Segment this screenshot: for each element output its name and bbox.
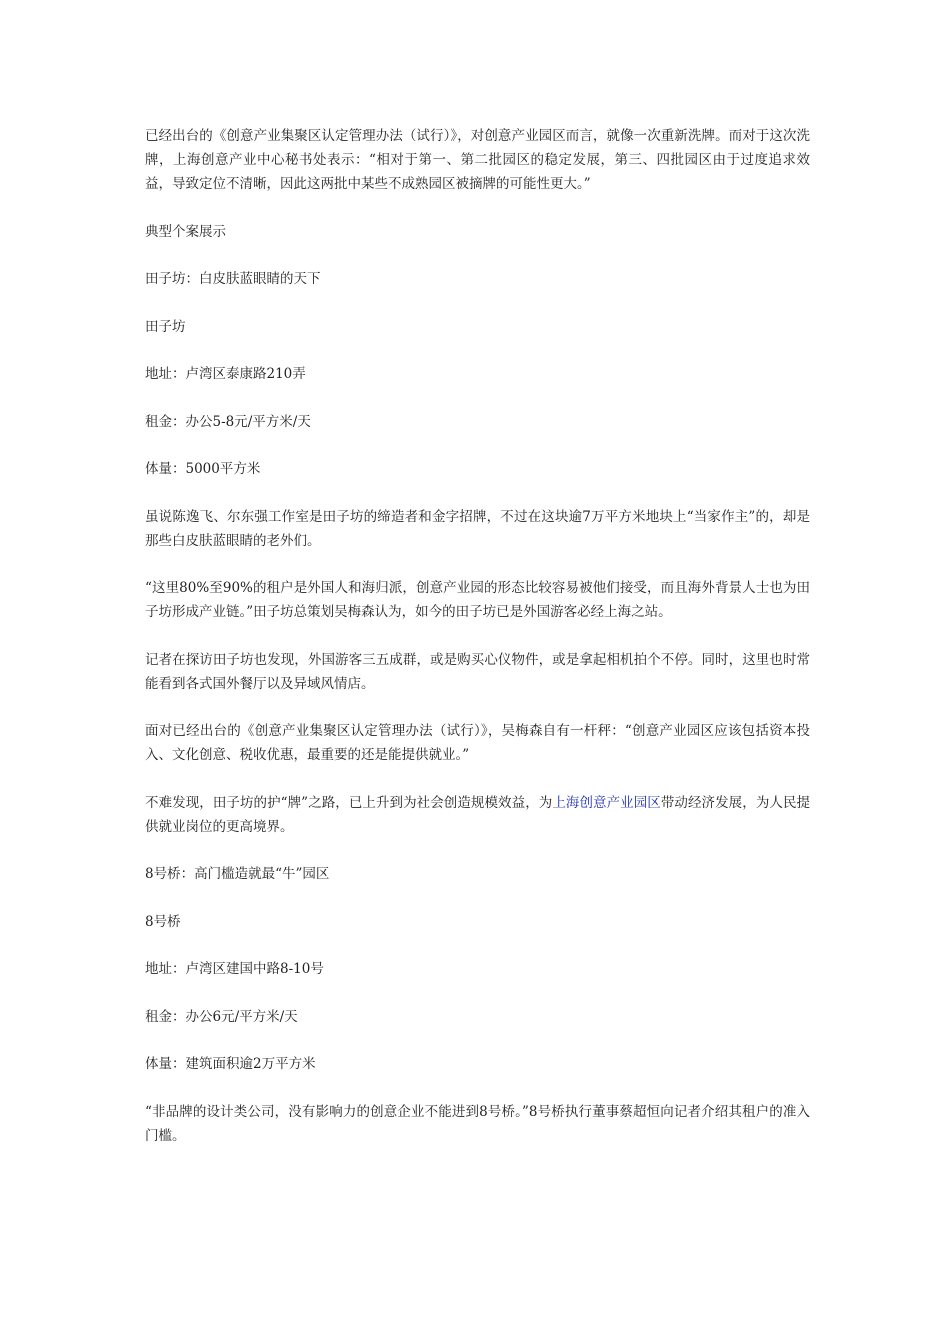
link-paragraph-after: 带动经济发展，为人民提供就业岗位的更高境界。 [145, 794, 811, 835]
body-paragraph: “这里80%至90%的租户是外国人和海归派，创意产业园的形态比较容易被他们接受，而且海外背景人士也为田子坊形成产业链。”田子坊总策划吴梅森认为，如今的田子坊已是外国游客必经上海之站。 [145, 580, 810, 620]
body-paragraph: 记者在探访田子坊也发现，外国游客三五成群，或是购买心仪物件，或是拿起相机拍个不停。同时，这里也时常能看到各式国外餐厅以及异域风情店。 [145, 651, 810, 692]
case-title-bridge8: 8号桥：高门槛造就最“牛”园区 [145, 866, 330, 882]
case-rent-bridge8: 租金：办公6元/平方米/天 [145, 1008, 298, 1025]
case-address-tianzifang: 地址：卢湾区泰康路210弄 [145, 366, 306, 382]
creative-park-link[interactable]: 上海创意产业园区 [552, 794, 661, 811]
case-title-tianzifang: 田子坊：白皮肤蓝眼睛的天下 [145, 271, 321, 287]
case-name-bridge8: 8号桥 [145, 913, 181, 930]
intro-paragraph: 已经出台的《创意产业集聚区认定管理办法（试行）》，对创意产业园区而言，就像一次重新洗牌。而对于这次洗牌，上海创意产业中心秘书处表示：“相对于第一、第二批园区的稳定发展，第三、四批园区由于过度追求效益，导致定位不清晰，因此这两批中某些不成熟园区被摘牌的可能性更大。” [145, 128, 810, 192]
case-size-tianzifang: 体量：5000平方米 [145, 461, 261, 477]
link-paragraph-before: 不难发现，田子坊的护“牌”之路，已上升到为社会创造规模效益，为 [145, 794, 553, 811]
case-size-bridge8: 体量：建筑面积逾2万平方米 [145, 1056, 316, 1072]
body-paragraph: “非品牌的设计类公司，没有影响力的创意企业不能进到8号桥。”8号桥执行董事蔡超恒向记者介绍其租户的准入门槛。 [145, 1103, 810, 1144]
link-paragraph [145, 791, 810, 839]
document-body [145, 124, 810, 1171]
case-name-tianzifang: 田子坊 [145, 318, 186, 335]
case-address-bridge8: 地址：卢湾区建国中路8-10号 [145, 961, 324, 977]
body-paragraph: 面对已经出台的《创意产业集聚区认定管理办法（试行）》，吴梅森自有一杆秤：“创意产业园区应该包括资本投入、文化创意、税收优惠，最重要的还是能提供就业。” [145, 723, 810, 763]
section-heading: 典型个案展示 [145, 223, 226, 240]
case-rent-tianzifang: 租金：办公5-8元/平方米/天 [145, 413, 311, 430]
body-paragraph: 虽说陈逸飞、尔东强工作室是田子坊的缔造者和金字招牌，不过在这块逾7万平方米地块上“当家作主”的，却是那些白皮肤蓝眼睛的老外们。 [145, 508, 810, 549]
